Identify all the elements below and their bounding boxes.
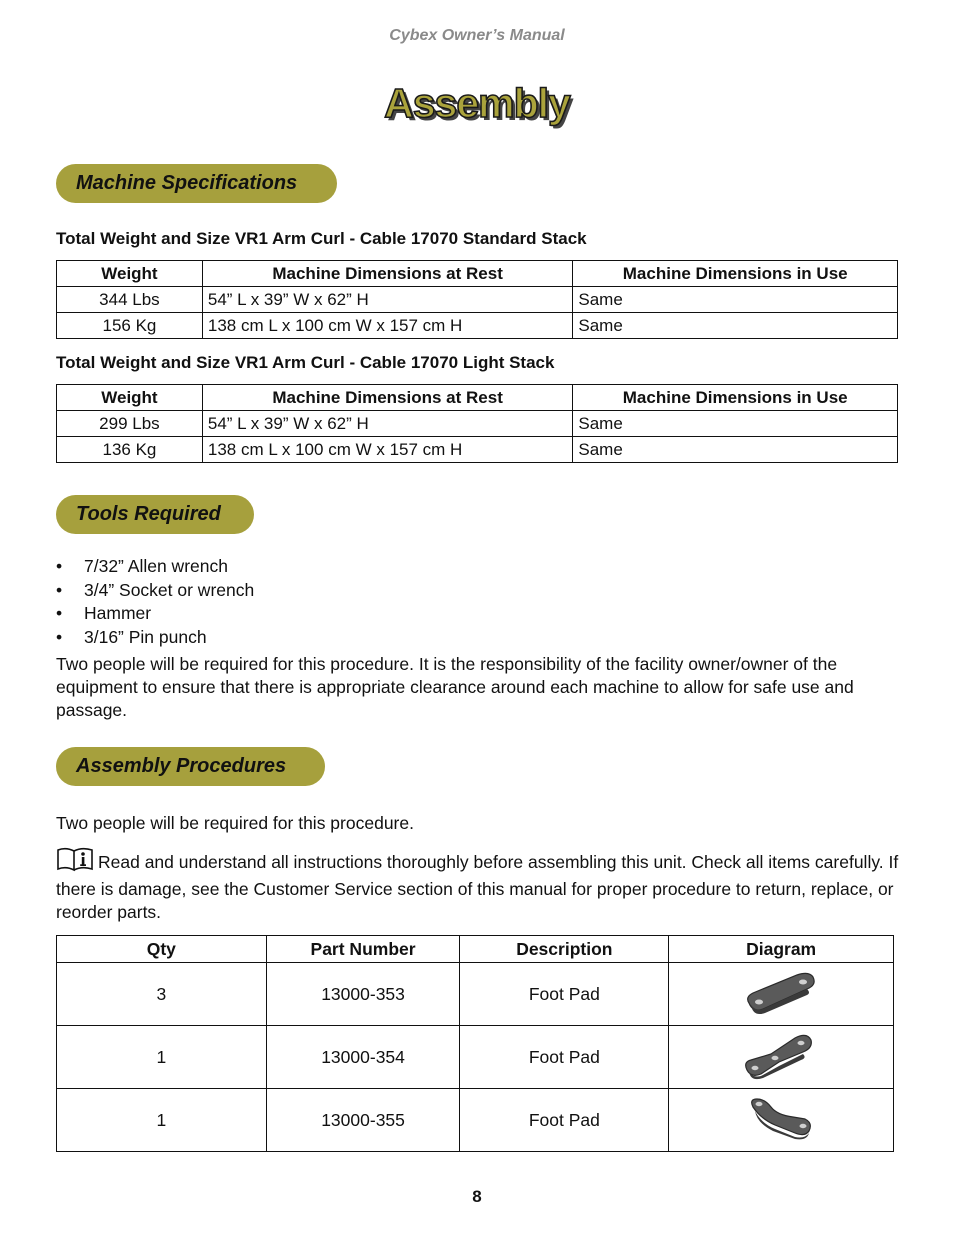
column-header-part-number: Part Number <box>266 936 460 963</box>
part-number-cell: 13000-355 <box>266 1089 460 1152</box>
table-header-row <box>57 936 894 963</box>
column-header: Weight <box>57 385 203 411</box>
spec-table-standard-stack <box>56 260 898 339</box>
column-header: Machine Dimensions at Rest <box>202 385 573 411</box>
weight-cell: 156 Kg <box>57 313 203 339</box>
list-item <box>56 626 254 650</box>
part-number-cell: 13000-353 <box>266 963 460 1026</box>
page-title: Assembly <box>384 80 570 126</box>
column-header-description: Description <box>460 936 669 963</box>
qty-cell: 3 <box>57 963 267 1026</box>
section-heading-assembly-procedures: Assembly Procedures <box>56 747 325 786</box>
info-book-icon <box>56 846 94 878</box>
parts-table <box>56 935 894 1152</box>
flat-foot-pad-icon <box>741 967 821 1017</box>
spec-table-2-caption: Total Weight and Size VR1 Arm Curl - Cable 17070 Light Stack <box>56 353 555 372</box>
diagram-cell <box>669 1026 894 1089</box>
part-number-cell: 13000-354 <box>266 1026 460 1089</box>
dimensions-use-cell: Same <box>573 411 898 437</box>
qty-cell: 1 <box>57 1089 267 1152</box>
column-header: Machine Dimensions in Use <box>573 385 898 411</box>
procedures-info-paragraph <box>56 846 901 924</box>
qty-cell: 1 <box>57 1026 267 1089</box>
table-header-row <box>57 385 898 411</box>
table-row <box>57 1089 894 1152</box>
table-row <box>57 287 898 313</box>
dimensions-use-cell: Same <box>573 437 898 463</box>
weight-cell: 136 Kg <box>57 437 203 463</box>
weight-cell: 299 Lbs <box>57 411 203 437</box>
dimensions-rest-cell: 54” L x 39” W x 62” H <box>202 287 573 313</box>
column-header: Machine Dimensions at Rest <box>202 261 573 287</box>
section-heading-machine-specifications: Machine Specifications <box>56 164 337 203</box>
curved-foot-pad-icon <box>741 1093 821 1143</box>
column-header-qty: Qty <box>57 936 267 963</box>
dimensions-rest-cell: 54” L x 39” W x 62” H <box>202 411 573 437</box>
column-header: Weight <box>57 261 203 287</box>
list-item <box>56 579 254 603</box>
description-cell: Foot Pad <box>460 1089 669 1152</box>
diagram-cell <box>669 963 894 1026</box>
table-row <box>57 1026 894 1089</box>
angled-foot-pad-icon <box>741 1030 821 1080</box>
diagram-cell <box>669 1089 894 1152</box>
dimensions-rest-cell: 138 cm L x 100 cm W x 157 cm H <box>202 437 573 463</box>
column-header-diagram: Diagram <box>669 936 894 963</box>
bullet: • <box>56 579 63 600</box>
dimensions-use-cell: Same <box>573 287 898 313</box>
table-row <box>57 437 898 463</box>
bullet: • <box>56 556 63 576</box>
table-row <box>57 963 894 1026</box>
weight-cell: 344 Lbs <box>57 287 203 313</box>
spec-table-light-stack <box>56 384 898 463</box>
tool-label: 7/32” Allen wrench <box>84 556 228 576</box>
tool-label: Hammer <box>84 603 152 623</box>
table-row <box>57 411 898 437</box>
tools-note: Two people will be required for this procedure. It is the responsibility of the facility owner/owner of the equipment to ensure that there is appropriate clearance around each machine to allow for safe use and passage. <box>56 654 854 720</box>
bullet: • <box>56 626 63 647</box>
page-number: 8 <box>472 1187 482 1206</box>
bullet: • <box>56 603 63 623</box>
procedures-intro: Two people will be required for this procedure. <box>56 813 414 833</box>
list-item <box>56 602 254 626</box>
tool-label: 3/16” Pin punch <box>84 626 207 647</box>
manual-header: Cybex Owner’s Manual <box>389 27 565 44</box>
info-text: Read and understand all instructions thoroughly before assembling this unit. Check all items carefully. If there is damage, see the Customer Service section of this manual for proper procedure to return, replace, or reorder parts. <box>56 852 899 922</box>
table-row <box>57 313 898 339</box>
tools-list <box>56 555 254 649</box>
tool-label: 3/4” Socket or wrench <box>84 579 255 600</box>
table-header-row <box>57 261 898 287</box>
dimensions-rest-cell: 138 cm L x 100 cm W x 157 cm H <box>202 313 573 339</box>
section-heading-tools-required: Tools Required <box>56 495 254 534</box>
column-header: Machine Dimensions in Use <box>573 261 898 287</box>
description-cell: Foot Pad <box>460 963 669 1026</box>
dimensions-use-cell: Same <box>573 313 898 339</box>
spec-table-1-caption: Total Weight and Size VR1 Arm Curl - Cable 17070 Standard Stack <box>56 229 587 248</box>
description-cell: Foot Pad <box>460 1026 669 1089</box>
list-item <box>56 555 254 579</box>
